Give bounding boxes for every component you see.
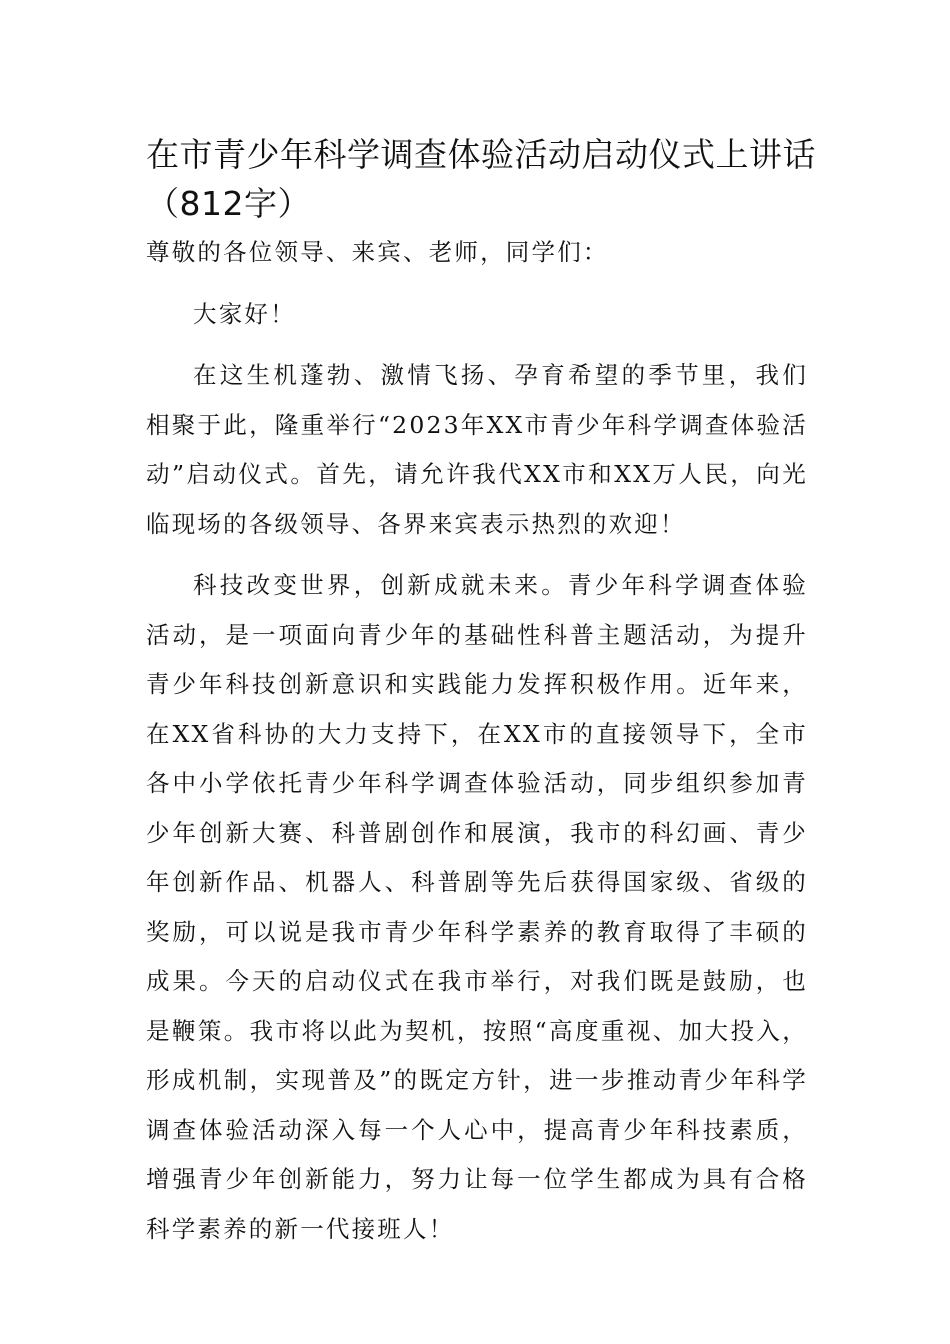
document-body — [146, 228, 808, 1254]
salutation: 尊敬的各位领导、来宾、老师，同学们： — [146, 238, 609, 266]
paragraph-greeting: 大家好！ — [193, 299, 296, 328]
paragraph-opening: 在这生机蓬勃、激情飞扬、孕育希望的季节里，我们相聚于此，隆重举行“2023年XX市青少年科学调查体验活动”启动仪式。首先，请允许我代XX市和XX万人民，向光临现场的各级领导、各界来宾表示热烈的欢迎！ — [146, 361, 808, 538]
paragraph-main: 科技改变世界，创新成就未来。青少年科学调查体验活动，是一项面向青少年的基础性科普主题活动，为提升青少年科技创新意识和实践能力发挥积极作用。近年来，在XX省科协的大力支持下，在XX市的直接领导下，全市各中小学依托青少年科学调查体验活动，同步组织参加青少年创新大赛、科普剧创作和展演，我市的科幻画、青少年创新作品、机器人、科普剧等先后获得国家级、省级的奖励，可以说是我市青少年科学素养的教育取得了丰硕的成果。今天的启动仪式在我市举行，对我们既是鼓励，也是鞭策。我市将以此为契机，按照“高度重视、加大投入，形成机制，实现普及”的既定方针，进一步推动青少年科学调查体验活动深入每一个人心中，提高青少年科技素质，增强青少年创新能力，努力让每一位学生都成为具有合格科学素养的新一代接班人！ — [146, 571, 808, 1243]
document-title: 在市青少年科学调查体验活动启动仪式上讲话（812字） — [146, 135, 816, 223]
